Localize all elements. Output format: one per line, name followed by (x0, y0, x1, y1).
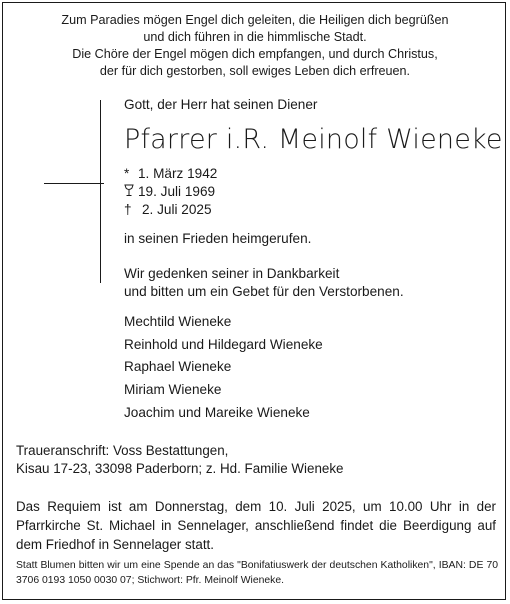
mourner-1: Mechtild Wieneke (124, 314, 232, 329)
mourner-4: Miriam Wieneke (124, 382, 222, 397)
birth-date-text: 1. März 1942 (138, 166, 218, 181)
chalice-icon (124, 183, 138, 201)
ordination-date-text: 19. Juli 1969 (138, 184, 216, 199)
death-date-text: 2. Juli 2025 (142, 202, 212, 217)
remembrance-line-2: und bitten um ein Gebet für den Verstorbenen. (124, 284, 404, 299)
verse-line-2: und dich führen in die himmlische Stadt. (143, 30, 367, 44)
cross-horizontal-bar (44, 183, 104, 184)
address-line-1: Traueranschrift: Voss Bestattungen, (16, 443, 229, 458)
verse-line-3: Die Chöre der Engel mögen dich empfangen, und durch Christus, (72, 47, 438, 61)
verse-line-1: Zum Paradies mögen Engel dich geleiten, die Heiligen dich begrüßen (61, 13, 449, 27)
remembrance-line-1: Wir gedenken seiner in Dankbarkeit (124, 266, 340, 281)
mourner-2: Reinhold und Hildegard Wieneke (124, 337, 323, 352)
birth-date (124, 165, 217, 183)
address-line-2: Kisau 17-23, 33098 Paderborn; z. Hd. Familie Wieneke (16, 461, 344, 476)
deceased-name: Pfarrer i.R. Meinolf Wieneke (124, 124, 503, 155)
death-date (124, 201, 212, 219)
birth-star-icon: * (124, 166, 130, 181)
intro-text: Gott, der Herr hat seinen Diener (124, 97, 318, 112)
peace-text: in seinen Frieden heimgerufen. (124, 231, 312, 246)
donation-text: Statt Blumen bitten wir um eine Spende an das "Bonifatiuswerk der deutschen Katholiken", IBAN: DE 70 3706 0193 1050 0030 07; Stichwort: Pfr. Meinolf Wieneke. (16, 560, 498, 586)
mourner-3: Raphael Wieneke (124, 359, 232, 374)
requiem-text: Das Requiem ist am Donnerstag, dem 10. Juli 2025, um 10.00 Uhr in der Pfarrkirche St. Michael in Sennelager, anschließend findet die Beerdigung auf dem Friedhof in Sennelager statt. (16, 499, 496, 552)
mourner-5: Joachim und Mareike Wieneke (124, 405, 310, 420)
cross-vertical-bar (100, 100, 101, 283)
death-cross-icon: † (124, 202, 132, 217)
verse-line-4: der für dich gestorben, soll ewiges Leben dich erfreuen. (99, 64, 411, 78)
ordination-date (124, 183, 215, 201)
